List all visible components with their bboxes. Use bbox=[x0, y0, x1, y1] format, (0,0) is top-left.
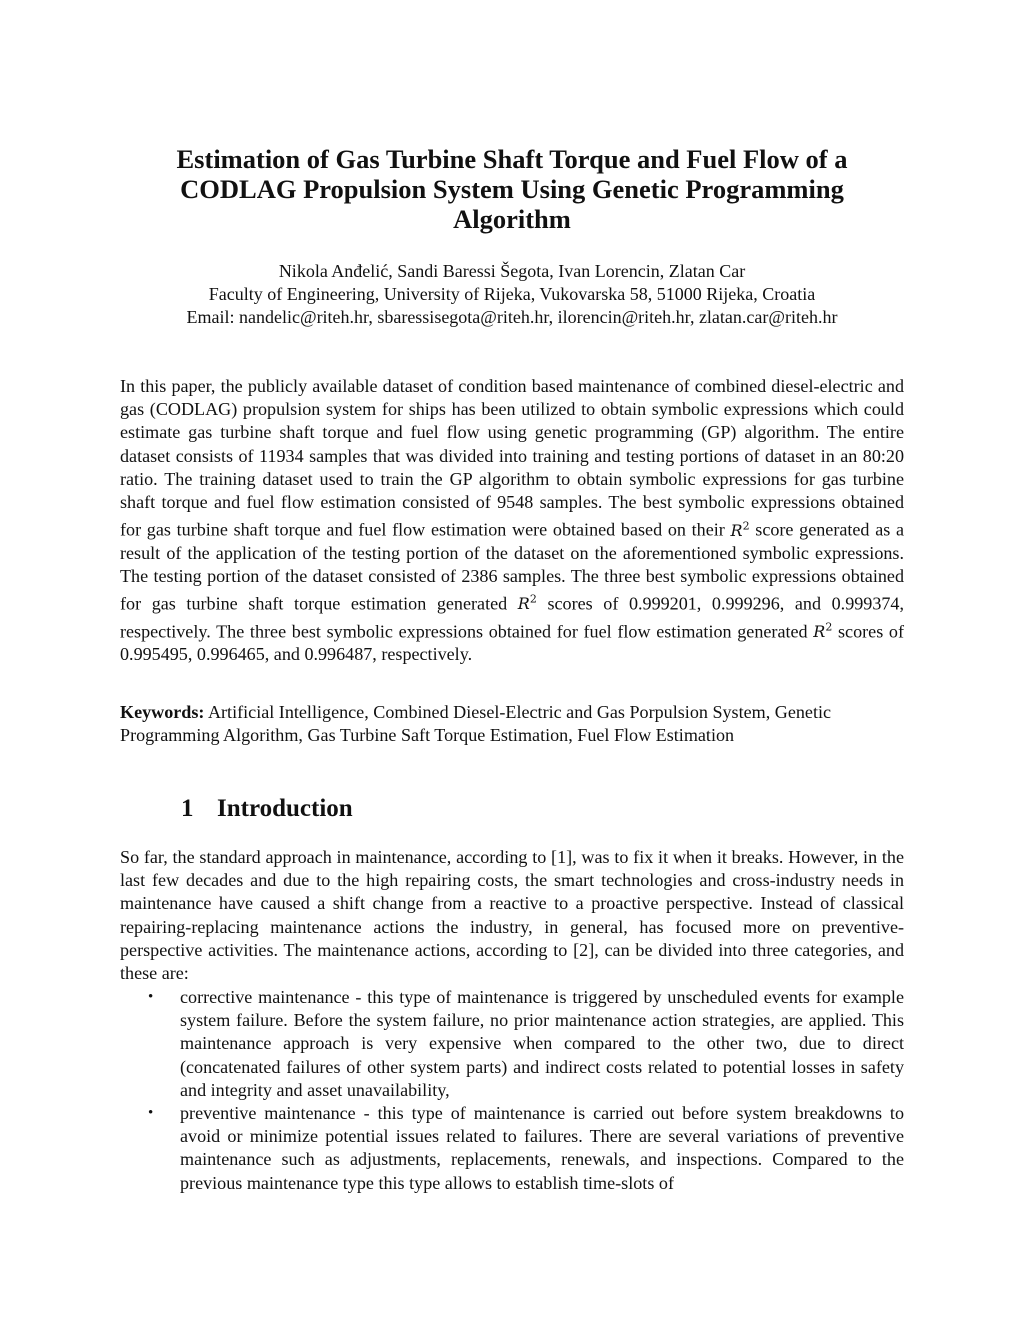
r2-symbol: $R^2$ bbox=[517, 593, 537, 614]
maintenance-types-list bbox=[120, 986, 904, 1195]
author-names: Nikola Anđelić, Sandi Baressi Šegota, Ivan Lorencin, Zlatan Car bbox=[278, 261, 746, 281]
r2-symbol: $R^2$ bbox=[813, 620, 833, 642]
section-number: 1 bbox=[181, 795, 194, 822]
r2-symbol: $R^2$ bbox=[730, 519, 750, 540]
section-heading-introduction bbox=[120, 794, 904, 824]
list-item-text: preventive maintenance - this type of maintenance is carried out before system breakdowns to avoid or minimize potential issues related to failures. There are several variations of preventive maintenance such as adjustments, replacements, renewals, and inspections. Compared to the previous maintenance type this type allows to establish time-slots of bbox=[180, 1103, 904, 1193]
section-title: Introduction bbox=[217, 795, 353, 822]
paper-title bbox=[120, 144, 904, 234]
author-affiliation: Faculty of Engineering, University of Rijeka, Vukovarska 58, 51000 Rijeka, Croatia bbox=[208, 284, 816, 304]
title-line-2: CODLAG Propulsion System Using Genetic Programming bbox=[180, 174, 844, 204]
list-item bbox=[120, 986, 904, 1102]
author-emails: Email: nandelic@riteh.hr, sbaressisegota@riteh.hr, ilorencin@riteh.hr, zlatan.car@riteh.hr bbox=[186, 307, 838, 327]
list-item-text: corrective maintenance - this type of maintenance is triggered by unscheduled events for example system failure. Before the system failure, no prior maintenance action strategies, are applied. This maintenance approach is very expensive when compared to the other two, due to direct (concatenated failures of other system parts) and indirect costs related to potential losses in safety and integrity and asset unavailability, bbox=[180, 987, 904, 1100]
keywords bbox=[120, 701, 904, 747]
abstract-part-3: scores of 0.999201, 0.999296, and 0.999374, respectively. The three best symbolic expressions obtained for fuel flow estimation generated bbox=[120, 593, 905, 642]
keywords-label: Keywords: bbox=[120, 702, 205, 722]
abstract-part-2: score generated as a result of the application of the testing portion of the dataset on the aforementioned symbolic expressions. The testing portion of the dataset consisted of 2386 samples. The three best symbolic expressions obtained for gas turbine shaft torque estimation generated bbox=[120, 519, 905, 614]
bullet-icon: • bbox=[148, 989, 154, 1005]
introduction-paragraph: So far, the standard approach in maintenance, according to [1], was to fix it when it breaks. However, in the last few decades and due to the high repairing costs, the smart technologies and cross-industry needs in maintenance have caused a shift change from a reactive to a proactive perspective. Instead of classical repairing-replacing maintenance actions the industry, in general, has focused more on preventive-perspective activities. The maintenance actions, according to [2], can be divided into three categories, and these are: bbox=[120, 847, 904, 984]
title-line-3: Algorithm bbox=[453, 204, 571, 234]
abstract-part-4: scores of 0.995495, 0.996465, and 0.996487, respectively. bbox=[120, 621, 904, 665]
keywords-text: Artificial Intelligence, Combined Diesel-Electric and Gas Porpulsion System, Genetic Programming Algorithm, Gas Turbine Saft Torque Estimation, Fuel Flow Estimation bbox=[120, 702, 832, 746]
list-item bbox=[120, 1102, 904, 1195]
title-line-1: Estimation of Gas Turbine Shaft Torque and Fuel Flow of a bbox=[176, 144, 848, 174]
abstract bbox=[120, 375, 904, 666]
author-block bbox=[120, 260, 904, 329]
abstract-part-1: In this paper, the publicly available dataset of condition based maintenance of combined diesel-electric and gas (CODLAG) propulsion system for ships has been utilized to obtain symbolic expressions which could estimate gas turbine shaft torque and fuel flow using genetic programming (GP) algorithm. The entire dataset consists of 11934 samples that was divided into training and testing portions of dataset in an 80:20 ratio. The training dataset used to train the GP algorithm to obtain symbolic expressions for gas turbine shaft torque and fuel flow estimation consisted of 9548 samples. The best symbolic expressions obtained for gas turbine shaft torque and fuel flow estimation were obtained based on their bbox=[120, 376, 904, 540]
bullet-icon: • bbox=[148, 1105, 154, 1122]
